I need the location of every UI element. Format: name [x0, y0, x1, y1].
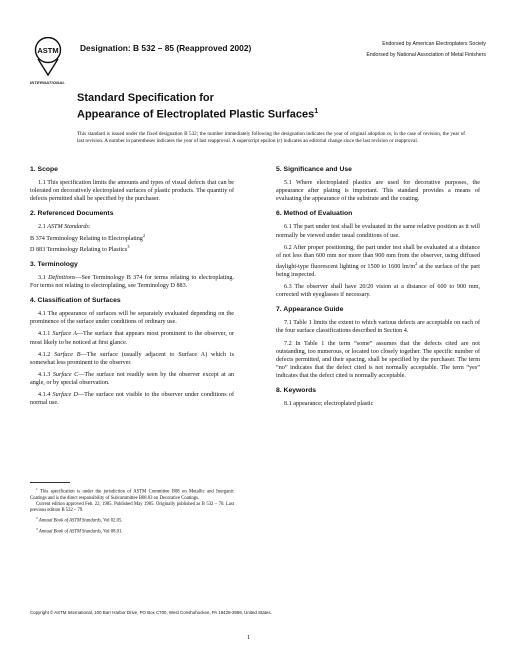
- method-p2-sup: 2: [415, 260, 418, 266]
- method-p3: 6.3 The observer shall have 20/20 vision at a distance of 600 to 900 mm, corrected with eyeglasses if necessary.: [276, 284, 480, 299]
- surface-a-term: Surface A: [52, 331, 77, 338]
- referenced-intro-num: 2.1: [38, 224, 48, 231]
- footnote-rule: [30, 482, 70, 483]
- footnote-3-volume: , Vol 08.01.: [100, 529, 123, 535]
- scope-p1: 1.1 This specification limits the amounts and types of visual defects that can be tolerated on decoratively electroplated surfaces of plastic products. The quantity of defects permitted shall be specified by the purchaser.: [30, 180, 234, 203]
- footnote-1-mark: 1: [36, 487, 38, 491]
- terminology-text: —See Terminology B 374 for terms relating to electroplating. For terms not relating to electroplating, see Terminology D 883.: [30, 274, 234, 290]
- scope-heading: 1. Scope: [30, 166, 58, 173]
- footnote-2-mark: 2: [36, 516, 38, 521]
- classification-p1: 4.1 The appearance of surfaces will be separately evaluated depending on the prominence of the surface under conditions of ordinary use.: [30, 311, 234, 326]
- page-number: 1: [247, 634, 251, 641]
- terminology-heading: 3. Terminology: [30, 260, 78, 268]
- title-line-1: Standard Specification for: [77, 92, 214, 104]
- significance-heading: 5. Significance and Use: [276, 166, 352, 173]
- guide-p2: 7.2 In Table 1 the term “some” assumes that the defects cited are not outstanding, too numerous, or located too closely together. The specific number of defects permitted, and their spacing, shall be specified by the purchaser. The term “no” indicates that the defect cited is not normally acceptable. The term “yes” indicates that the defect cited is normally acceptable.: [276, 340, 480, 379]
- logo-tagline: INTERNATIONAL: [30, 80, 65, 85]
- copyright-notice: Copyright © ASTM International, 100 Barr Harbor Drive, PO Box C700, West Conshohocken, PA 19428-2959, United States.: [30, 610, 272, 615]
- endorsements: [336, 41, 486, 63]
- footnote-1: [30, 486, 234, 502]
- surface-b-text: —The surface (usually adjacent to Surface A) which is somewhat less prominent to the observer.: [30, 351, 234, 366]
- surface-b-term: Surface B: [54, 351, 81, 358]
- surface-b-num: 4.1.2: [38, 351, 55, 358]
- reference-b374: [30, 232, 234, 243]
- left-column: [30, 166, 234, 407]
- footnote-2-volume: , Vol 02.05.: [100, 518, 123, 524]
- logo-text: ASTM: [37, 46, 59, 55]
- astm-logo: [33, 37, 63, 77]
- footnotes: [30, 486, 234, 536]
- title-footnote-mark: 1: [314, 108, 319, 115]
- reference-b374-text: B 374 Terminology Relating to Electroplating: [30, 235, 143, 242]
- keywords-heading: 8. Keywords: [276, 387, 317, 395]
- surface-d: [30, 391, 234, 407]
- surface-c: [30, 371, 234, 387]
- reference-b374-mark: 2: [142, 232, 146, 238]
- endorsement-2: Endorsed by National Association of Metal Finishers: [366, 52, 486, 59]
- referenced-intro-label: ASTM Standards:: [47, 224, 91, 231]
- guide-p1: 7.1 Table 1 limits the extent to which various defects are acceptable on each of the four surface classifications described in Section 4.: [276, 320, 480, 335]
- keywords-p1: 8.1 appearance; electroplated plastic: [284, 401, 374, 408]
- surface-c-num: 4.1.3: [38, 371, 53, 378]
- surface-b: [30, 351, 234, 367]
- issuance-note: This standard is issued under the fixed designation B 532; the number immediately following the designation indicates the year of original adoption or, in the case of revision, the year of last revision. A number in parentheses indicates the year of last reapproval. A superscript epsilon (ε) indicates an editorial change since the last revision or reapproval.: [77, 131, 465, 144]
- designation: Designation: B 532 – 85 (Reapproved 2002): [80, 43, 252, 53]
- significance-p1: 5.1 Where electroplated plastics are used for decorative purposes, the appearance after plating is important. This standard provides a means of evaluating the appearance of the substrate and the coating.: [276, 180, 480, 203]
- method-p2: [276, 244, 480, 279]
- guide-heading: 7. Appearance Guide: [276, 306, 344, 314]
- method-p1: 6.1 The part under test shall be evaluated in the same relative position as it will normally be viewed under usual conditions of use.: [276, 224, 480, 239]
- astm-logo-icon: [33, 37, 63, 77]
- document-title: [77, 92, 437, 122]
- surface-d-term: Surface D: [52, 391, 78, 398]
- surface-c-text: —The surface not readily seen by the observer except at an angle, or by special observation.: [30, 371, 234, 386]
- surface-c-term: Surface C: [52, 371, 79, 378]
- classification-heading: 4. Classification of Surfaces: [30, 297, 121, 305]
- method-p2-text: 6.2 After proper positioning, the part under test shall be evaluated at a distance of not less than 600 mm nor more than 900 mm from the observer, using diffused daylight-type fluorescent lighting or 1500 to 1600 lm/m: [276, 244, 480, 270]
- footnote-1b: Current edition approved Feb. 22, 1985. Published May 1985. Originally published as B 532 – 70. Last previous edition B 532 – 79.: [30, 502, 234, 514]
- footnote-3-mark: 3: [36, 526, 38, 531]
- surface-d-num: 4.1.4: [38, 391, 53, 398]
- surface-d-text: —The surface not visible to the observer under conditions of normal use.: [30, 391, 234, 407]
- footnote-3: [30, 526, 234, 536]
- title-line-2: [77, 105, 437, 122]
- endorsement-1: Endorsed by American Electroplaters Society: [382, 41, 486, 47]
- referenced-intro: [30, 223, 234, 231]
- reference-d883: [30, 243, 234, 254]
- reference-d883-mark: 3: [127, 243, 130, 249]
- title-main: Appearance of Electroplated Plastic Surfaces: [77, 108, 315, 121]
- surface-a-text: —The surface that appears most prominent to the observer, or most likely to be noticed at first glance.: [30, 331, 234, 346]
- right-column: [276, 166, 480, 408]
- method-heading: 6. Method of Evaluation: [276, 210, 353, 218]
- footnote-1-text: This specification is under the jurisdiction of ASTM Committee B08 on Metallic and Inorganic Coatings and is the direct responsibility of Subcommittee B08.03 on Decorative Coatings.: [30, 489, 234, 501]
- surface-a: [30, 330, 234, 346]
- footnote-2: [30, 515, 234, 525]
- method-p2-tail: at the surface of the part being inspected.: [276, 263, 480, 278]
- referenced-heading: 2. Referenced Documents: [30, 210, 114, 218]
- footnote-3-source: Annual Book of ASTM Standards: [38, 529, 101, 535]
- terminology-p1: [30, 274, 234, 290]
- terminology-num: 3.1: [38, 274, 49, 281]
- reference-d883-text: D 883 Terminology Relating to Plastics: [30, 246, 128, 253]
- terminology-term: Definitions: [48, 274, 76, 281]
- surface-a-num: 4.1.1: [38, 331, 53, 338]
- footnote-2-source: Annual Book of ASTM Standards: [38, 518, 101, 524]
